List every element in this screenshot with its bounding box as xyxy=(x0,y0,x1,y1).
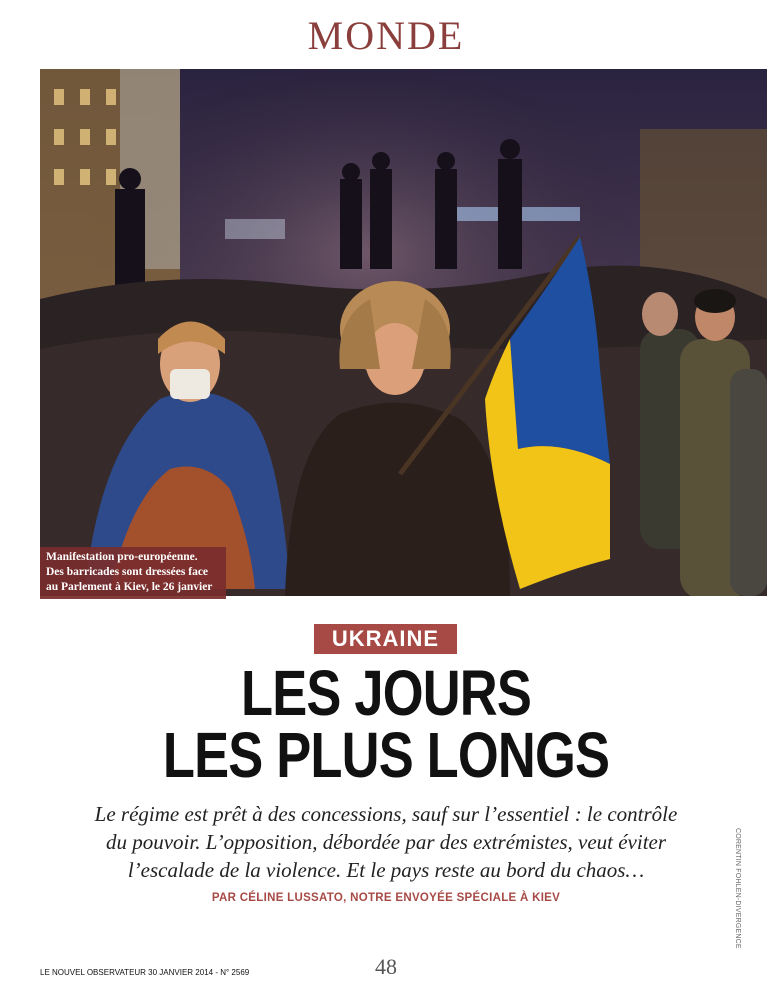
headline-line: LES JOURS xyxy=(240,657,532,729)
publication-footer: LE NOUVEL OBSERVATEUR 30 JANVIER 2014 - N° 2569 xyxy=(40,968,250,977)
caption-line: Des barricades sont dressées face xyxy=(46,566,209,578)
article-headline xyxy=(0,657,772,791)
deck-line: l’escalade de la violence. Et le pays reste au bord du chaos… xyxy=(127,858,645,882)
page-number: 48 xyxy=(375,954,397,979)
caption-line: Manifestation pro-européenne. xyxy=(46,551,198,563)
photo-caption xyxy=(40,547,226,599)
caption-line: au Parlement à Kiev, le 26 janvier xyxy=(46,581,213,593)
headline-line: LES PLUS LONGS xyxy=(162,719,610,791)
main-photo xyxy=(40,69,767,596)
photo-credit: CORENTIN FOHLEN-DIVERGENCE xyxy=(734,828,741,949)
section-title: MONDE xyxy=(307,13,465,58)
article-kicker: UKRAINE xyxy=(314,624,457,654)
deck-line: du pouvoir. L’opposition, débordée par des extrémistes, veut éviter xyxy=(105,830,667,854)
article-deck xyxy=(0,800,772,884)
article-byline: PAR CÉLINE LUSSATO, NOTRE ENVOYÉE SPÉCIALE À KIEV xyxy=(211,892,561,904)
deck-line: Le régime est prêt à des concessions, sauf sur l’essentiel : le contrôle xyxy=(94,802,678,826)
